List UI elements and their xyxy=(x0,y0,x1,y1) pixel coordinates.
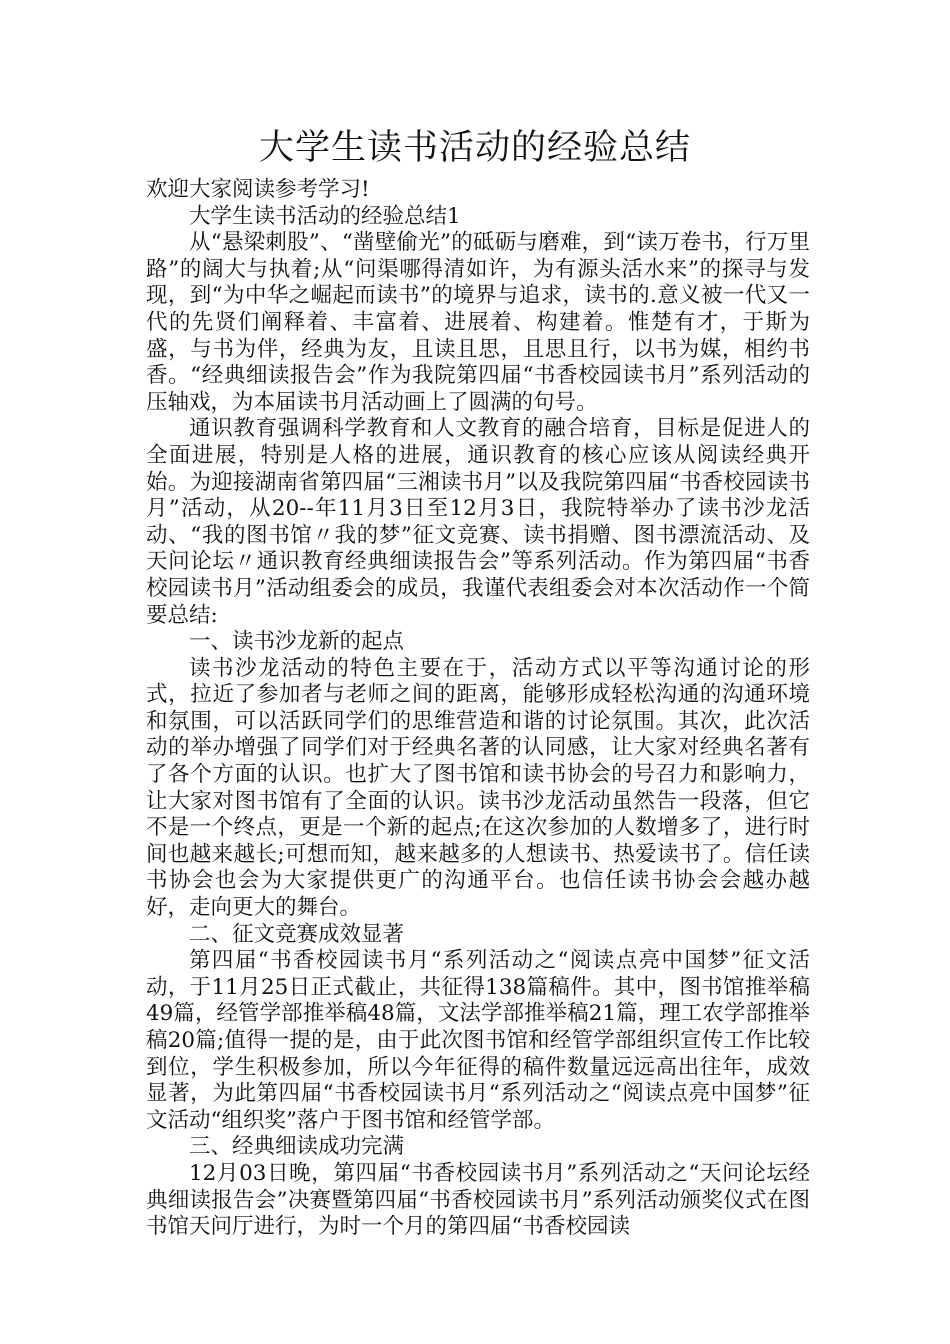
body-paragraph: 12月03日晚，第四届“书香校园读书月”系列活动之“天问论坛经典细读报告会”决赛暨第四届“书香校园读书月”系列活动颁奖仪式在图书馆天问厅进行，为时一个月的第四届“书香校园读 xyxy=(146,1160,810,1240)
section-heading-1: 大学生读书活动的经验总结1 xyxy=(189,203,461,229)
document-title: 大学生读书活动的经验总结 xyxy=(258,128,691,168)
section-heading-essay-contest: 二、征文竞赛成效显著 xyxy=(189,921,405,947)
section-heading-reading-salon: 一、读书沙龙新的起点 xyxy=(189,629,405,655)
welcome-line: 欢迎大家阅读参考学习! xyxy=(146,177,370,202)
section-heading-classic-reading: 三、经典细读成功完满 xyxy=(189,1134,405,1160)
document-body xyxy=(146,177,810,1241)
body-paragraph: 从“悬梁刺股”、“凿壁偷光”的砥砺与磨难，到“读万卷书，行万里路”的阔大与执着;从“问渠哪得清如许，为有源头活水来”的探寻与发现，到“为中华之崛起而读书”的境界与追求，读书的.意义被一代又一代的先贤们阐释着、丰富着、进展着、构建着。惟楚有才，于斯为盛，与书为伴，经典为友，且读且思，且思且行，以书为媒，相约书香。“经典细读报告会”作为我院第四届“书香校园读书月”系列活动的压轴戏，为本届读书月活动画上了圆满的句号。 xyxy=(146,230,810,415)
body-paragraph: 第四届“书香校园读书月“系列活动之“阅读点亮中国梦”征文活动，于11月25日正式截止，共征得138篇稿件。其中，图书馆推举稿49篇，经管学部推举稿48篇，文法学部推举稿21篇，理工农学部推举稿20篇;值得一提的是，由于此次图书馆和经管学部组织宣传工作比较到位，学生积极参加，所以今年征得的稿件数量远远高出往年，成效显著，为此第四届“书香校园读书月“系列活动之“阅读点亮中国梦”征文活动“组织奖”落户于图书馆和经管学部。 xyxy=(146,948,810,1133)
body-paragraph: 通识教育强调科学教育和人文教育的融合培育，目标是促进人的全面进展，特别是人格的进展，通识教育的核心应该从阅读经典开始。为迎接湖南省第四届“三湘读书月”以及我院第四届“书香校园读书月”活动，从20--年11月3日至12月3日，我院特举办了读书沙龙活动、“我的图书馆〃我的梦”征文竞赛、读书捐赠、图书漂流活动、及天问论坛〃通识教育经典细读报告会”等系列活动。作为第四届“书香校园读书月”活动组委会的成员，我谨代表组委会对本次活动作一个简要总结: xyxy=(146,416,810,628)
body-paragraph: 读书沙龙活动的特色主要在于，活动方式以平等沟通讨论的形式，拉近了参加者与老师之间的距离，能够形成轻松沟通的沟通环境和氛围，可以活跃同学们的思维营造和谐的讨论氛围。其次，此次活动的举办增强了同学们对于经典名著的认同感，让大家对经典名著有了各个方面的认识。也扩大了图书馆和读书协会的号召力和影响力，让大家对图书馆有了全面的认识。读书沙龙活动虽然告一段落，但它不是一个终点，更是一个新的起点;在这次参加的人数增多了，进行时间也越来越长;可想而知，越来越多的人想读书、热爱读书了。信任读书协会也会为大家提供更广的沟通平台。也信任读书协会会越办越好，走向更大的舞台。 xyxy=(146,655,810,921)
